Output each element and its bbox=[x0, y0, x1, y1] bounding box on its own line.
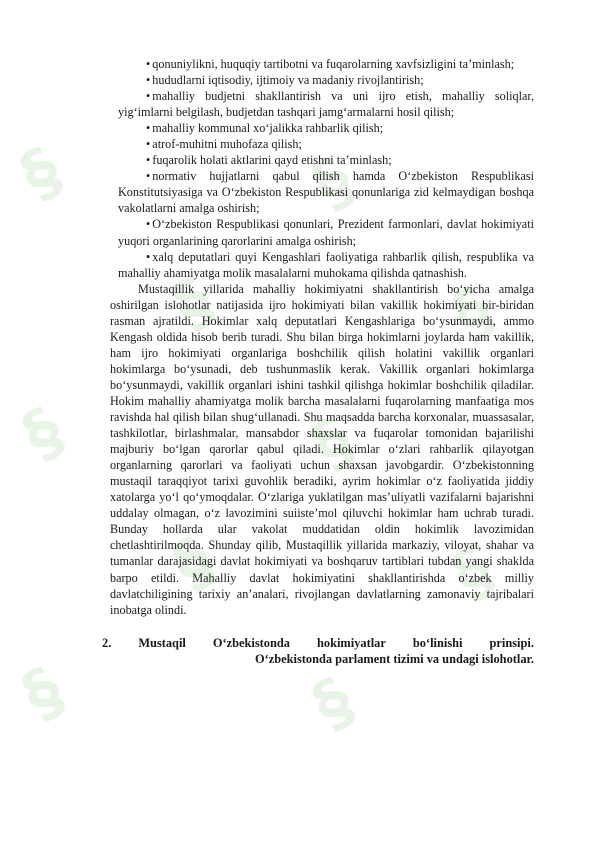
section-heading-line-1 bbox=[102, 635, 534, 652]
svg-text:§: § bbox=[161, 263, 226, 344]
list-item-text: mahalliy budjetni shakllantirish va uni ijro etish, mahalliy soliqlar, yig‘imlarni belgilash, budjetdan tashqari jamg‘armalarni hosil qilish; bbox=[118, 89, 534, 120]
bullet-marker: • bbox=[146, 137, 151, 152]
svg-text:§: § bbox=[161, 523, 226, 604]
svg-text:§: § bbox=[301, 143, 366, 224]
list-item bbox=[118, 152, 534, 168]
section-heading-line-2: O‘zbekistonda parlament tizimi va undagi islohotlar. bbox=[254, 652, 534, 667]
list-item-text: qonuniylikni, huquqiy tartibotni va fuqarolarning xavfsizligini ta’minlash; bbox=[152, 57, 515, 71]
heading-word: prinsipi. bbox=[489, 635, 534, 650]
list-item-text: atrof-muhitni muhofaza qilish; bbox=[152, 137, 302, 152]
list-item-text: normativ hujjatlarni qabul qilish hamda O‘zbekiston Respublikasi Konstitutsiyasiga va O‘zbekiston Respublikasi qonunlariga zid kelmaydigan boshqa vakolatlarni amalga oshirish; bbox=[118, 169, 534, 216]
svg-text:§: § bbox=[11, 653, 76, 734]
list-item bbox=[118, 72, 534, 88]
svg-text:§: § bbox=[301, 403, 366, 484]
list-item-text: hududlarni iqtisodiy, ijtimoiy va madaniy rivojlantirish; bbox=[152, 73, 424, 88]
bullet-marker: • bbox=[146, 249, 151, 264]
list-item-text: mahalliy kommunal xo‘jalikka rahbarlik qilish; bbox=[152, 121, 384, 136]
heading-word: Mustaqil bbox=[138, 635, 186, 650]
bullet-marker: • bbox=[146, 57, 151, 71]
list-item bbox=[118, 88, 534, 120]
body-paragraph: Mustaqillik yillarida mahalliy hokimiyatni shakllantirish bo‘yicha amalga oshirilgan islohotlar natijasida ijro hokimiyati bilan vakillik hokimiyati bir-biridan rasman ajratildi. Hokimlar xalq deputatlari Kengashlariga bo‘ysunmaydi, ammo Kengash oldida hisob berib turadi. Shu bilan birga hokimlarni joylarda ham vakillik, ham ijro hokimiyati organlariga boshchilik qilish holatini vakillik organlari hokimlarga bo‘ysunadi, deb tushunmaslik kerak. Vakillik organlari hokimlarga bo‘ysunmaydi, vakillik organlari ishini tashkil qilishga hokimlar boshchilik qiladilar. Hokim mahalliy ahamiyatga molik barcha masalalarni fuqarolarning manfaatiga mos ravishda hal qilish bilan shug‘ullanadi. Shu maqsadda barcha korxonalar, muassasalar, tashkilotlar, birlashmalar, mansabdor shaxslar va fuqarolar tomonidan bajarilishi majburiy bo‘lgan qarorlar qabul qiladi. Hokimlar o‘zlari rahbarlik qilayotgan organlarning qarorlari va faoliyati uchun shaxsan javobgardir. O‘zbekistonning mustaqil taraqqiyot tarixi guvohlik beradiki, ayrim hokimlar o‘z faoliyatida jiddiy xatolarga yo‘l qo‘ymoqdalar. O‘zlariga yuklatilgan mas’uliyatli vazifalarni bajarishni uddalay olmagan, o‘z lavozimini suiiste’mol qiluvchi hokimlar ham uchrab turadi. Bunday hollarda ular vakolat muddatidan oldin hokimlik lavozimidan chetlashtirilmoqda. Shunday qilib, Mustaqillik yillarida markaziy, viloyat, shahar va tumanlar darajasidagi davlat hokimiyati va boshqaruv tartiblari tubdan yangi shaklda barpo etildi. Mahalliy davlat hokimiyatini shakllantirishda o‘zbek milliy davlatchiligining tarixiy an’analari, rivojlangan davlatlarning zamonaviy tajribalari inobatga olindi. bbox=[110, 281, 534, 617]
svg-text:§: § bbox=[441, 533, 506, 614]
list-item-text: fuqarolik holati aktlarini qayd etishni ta’minlash; bbox=[152, 153, 392, 168]
bullet-marker: • bbox=[146, 153, 151, 168]
heading-word: O‘zbekistonda bbox=[212, 635, 290, 650]
list-item bbox=[118, 216, 534, 248]
bullet-marker: • bbox=[146, 73, 151, 88]
document-page bbox=[102, 56, 534, 668]
list-item bbox=[118, 168, 534, 216]
list-item bbox=[118, 136, 534, 152]
heading-word: bo‘linishi bbox=[412, 635, 463, 650]
svg-text:§: § bbox=[441, 273, 506, 354]
list-item-text: xalq deputatlari quyi Kengashlari faoliyatiga rahbarlik qilish, respublika va mahalliy ahamiyatga molik masalalarni muhokama qilishda qatnashish. bbox=[118, 249, 534, 280]
svg-text:§: § bbox=[11, 393, 76, 474]
bullet-marker: • bbox=[146, 169, 151, 184]
bullet-marker: • bbox=[146, 121, 151, 136]
bullet-marker: • bbox=[146, 89, 151, 104]
heading-word: hokimiyatlar bbox=[317, 635, 386, 650]
section-heading bbox=[102, 635, 534, 668]
list-item bbox=[118, 120, 534, 136]
list-item bbox=[118, 249, 534, 281]
bullet-list bbox=[118, 56, 534, 281]
svg-text:§: § bbox=[9, 133, 74, 214]
bullet-marker: • bbox=[146, 217, 151, 232]
list-item bbox=[118, 56, 534, 72]
section-number: 2. bbox=[102, 635, 112, 650]
svg-text:§: § bbox=[301, 663, 366, 744]
list-item-text: O‘zbekiston Respublikasi qonunlari, Prezident farmonlari, davlat hokimiyati yuqori organlarining qarorlarini amalga oshirish; bbox=[118, 217, 534, 248]
